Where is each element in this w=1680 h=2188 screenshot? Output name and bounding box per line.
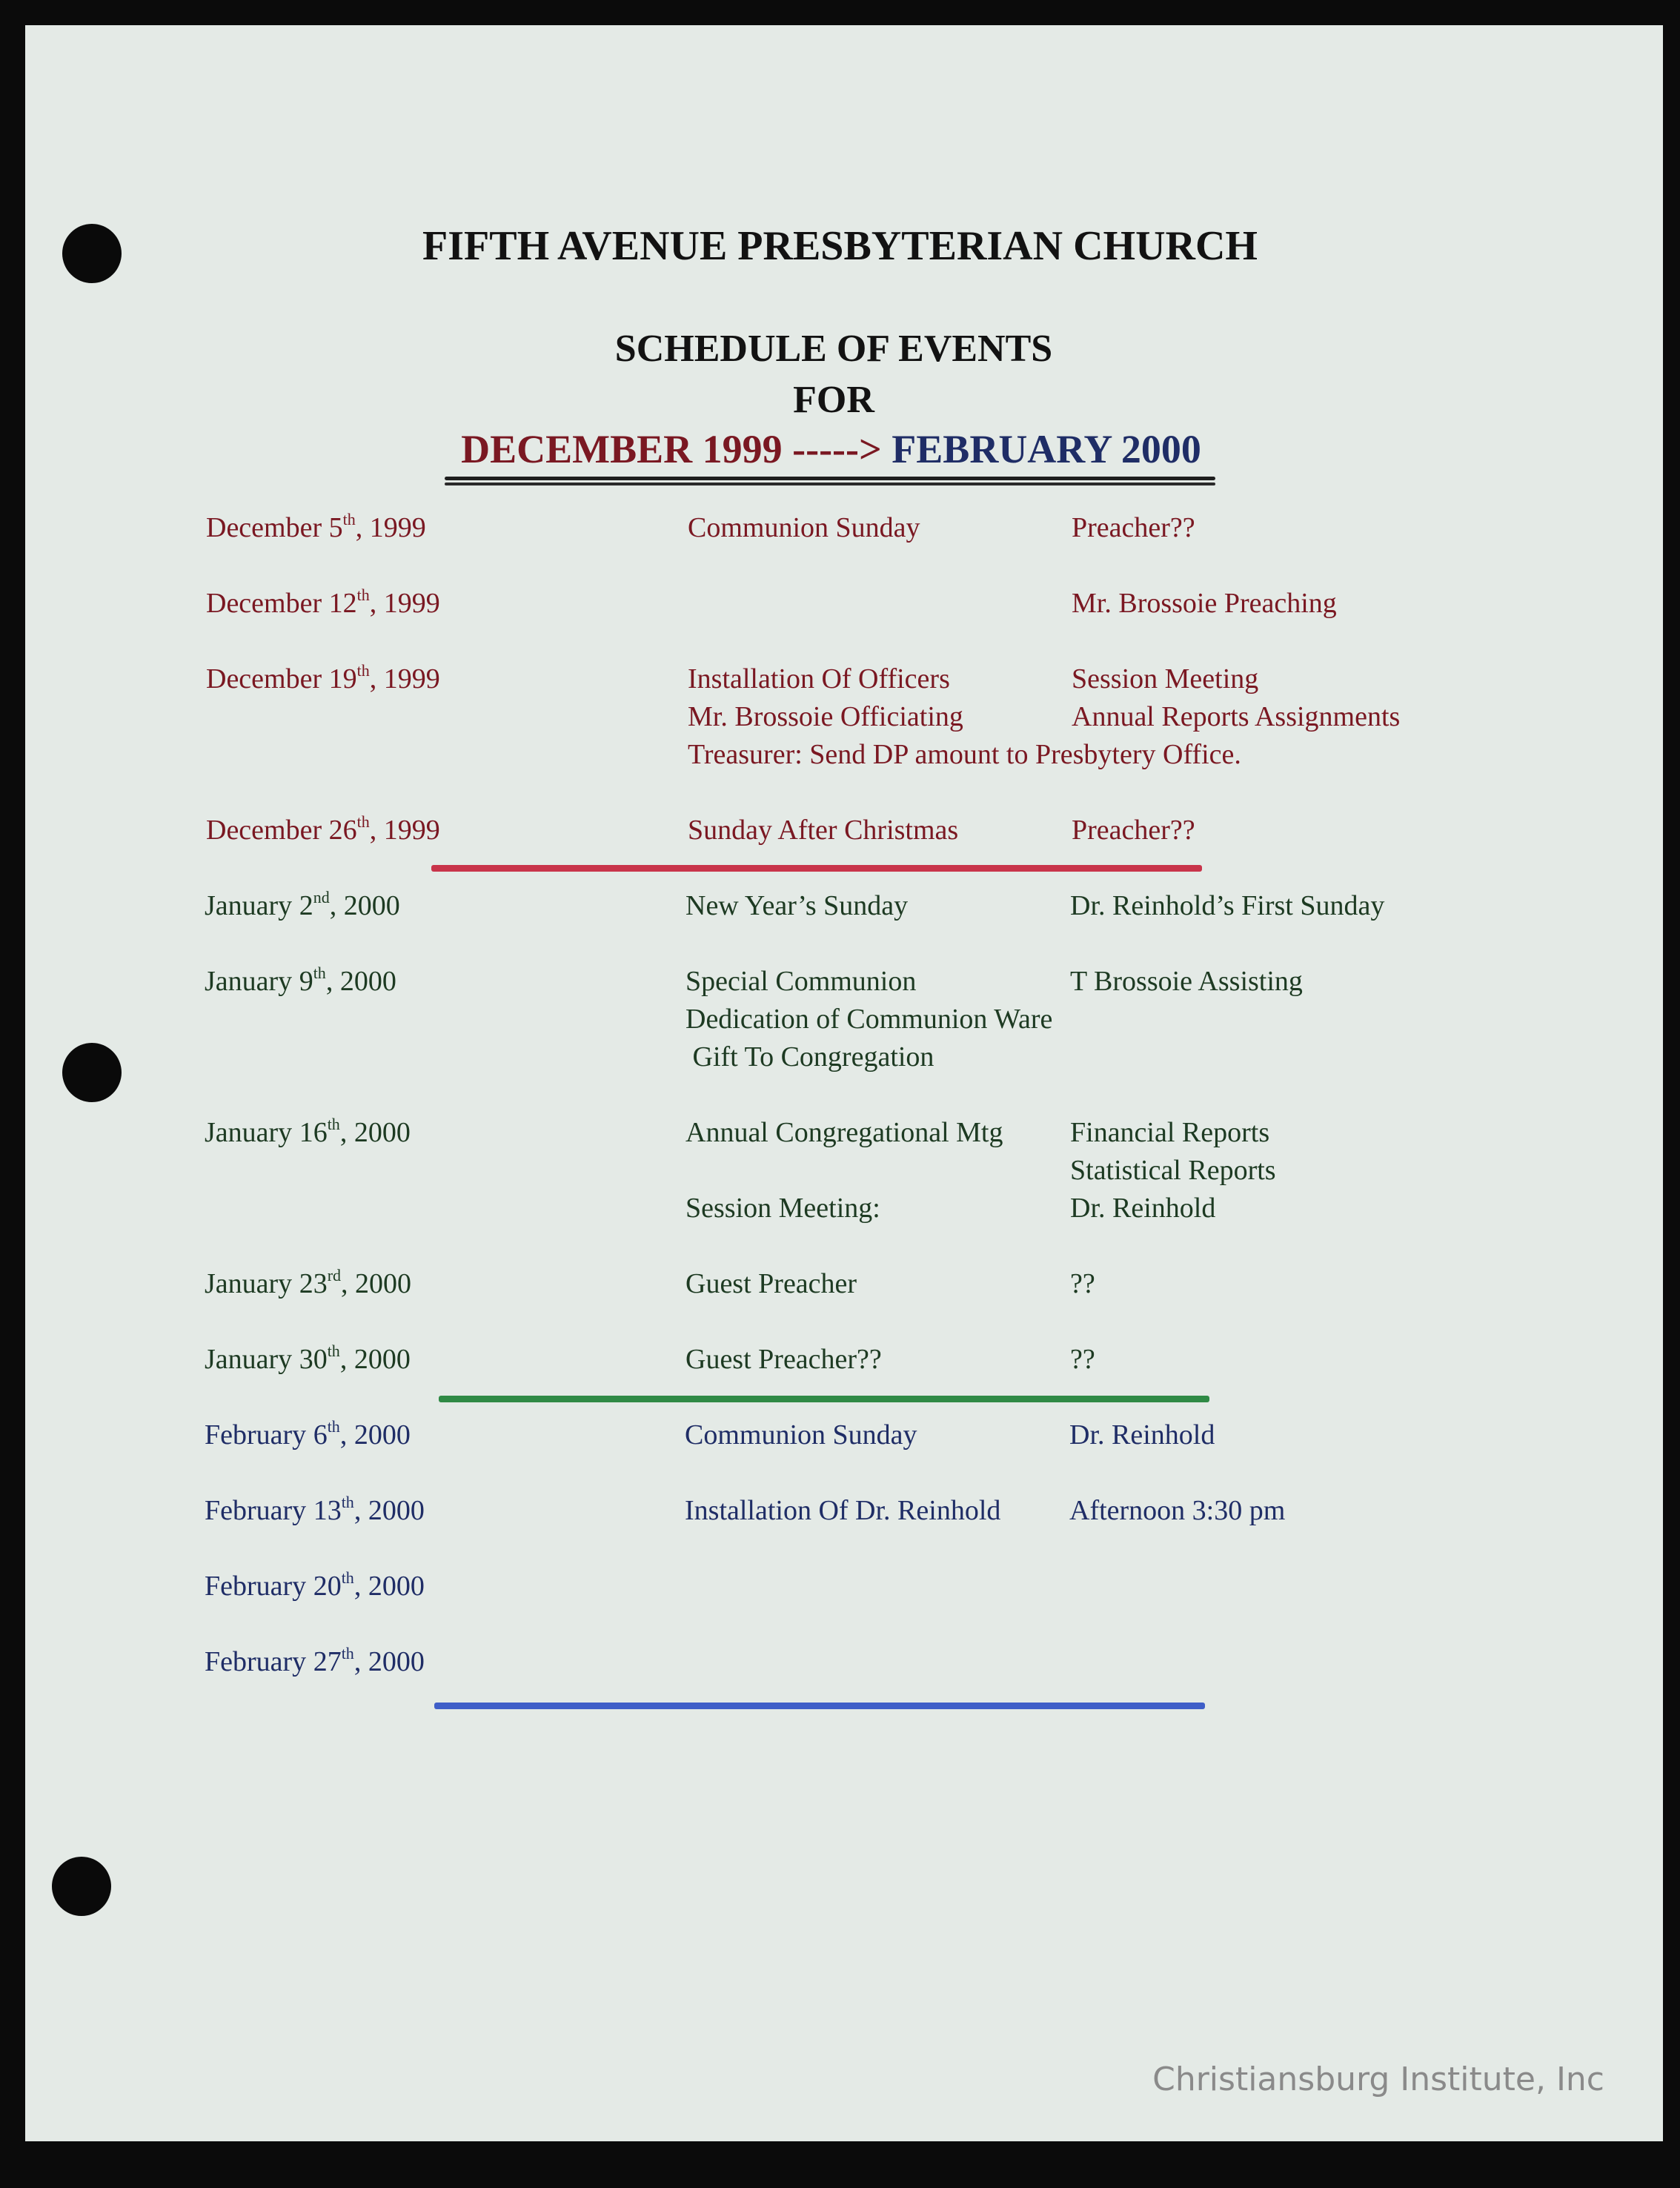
date-day: 5 bbox=[328, 512, 343, 543]
event-note: Afternoon 3:30 pm bbox=[1069, 1495, 1286, 1526]
date-month: February bbox=[205, 1646, 307, 1677]
date-day: 12 bbox=[328, 588, 357, 619]
event-note: T Brossoie Assisting bbox=[1070, 966, 1303, 997]
event-note: Statistical Reports bbox=[1070, 1155, 1276, 1186]
date-month: December bbox=[206, 588, 322, 619]
event-description: Session Meeting: bbox=[685, 1193, 880, 1224]
date-ordinal: th bbox=[341, 1568, 354, 1587]
date-month: February bbox=[205, 1419, 307, 1451]
event-description: Installation Of Dr. Reinhold bbox=[685, 1495, 1001, 1526]
date-ordinal: th bbox=[342, 510, 356, 528]
date-ordinal: th bbox=[356, 586, 370, 604]
date-day: 16 bbox=[299, 1117, 328, 1148]
date-year: , 2000 bbox=[353, 1571, 425, 1602]
december-divider bbox=[431, 865, 1202, 872]
date-year: , 1999 bbox=[369, 815, 440, 846]
event-description: New Year’s Sunday bbox=[685, 890, 909, 921]
event-description: Mr. Brossoie Officiating bbox=[688, 701, 963, 732]
event-date bbox=[205, 1419, 411, 1451]
event-date bbox=[206, 814, 440, 846]
event-date bbox=[205, 1570, 425, 1602]
date-year: , 2000 bbox=[339, 1419, 411, 1451]
date-day: 19 bbox=[328, 663, 357, 694]
event-description: Dedication of Communion Ware bbox=[685, 1004, 1053, 1035]
event-description: Treasurer: Send DP amount to Presbytery Office. bbox=[688, 739, 1241, 770]
event-description: Communion Sunday bbox=[685, 1419, 917, 1451]
event-description: Special Communion bbox=[685, 966, 917, 997]
event-description: Guest Preacher bbox=[685, 1268, 857, 1299]
event-note: Preacher?? bbox=[1072, 512, 1195, 543]
date-ordinal: th bbox=[341, 1493, 354, 1511]
event-date bbox=[205, 1645, 425, 1678]
date-year: , 2000 bbox=[339, 1344, 411, 1375]
january-divider bbox=[439, 1396, 1209, 1402]
date-year: , 1999 bbox=[369, 588, 440, 619]
date-day: 2 bbox=[299, 890, 313, 921]
watermark: Christiansburg Institute, Inc bbox=[1152, 2061, 1604, 2098]
event-description: Gift To Congregation bbox=[685, 1041, 934, 1073]
date-month: December bbox=[206, 512, 322, 543]
date-year: , 2000 bbox=[353, 1646, 425, 1677]
date-day: 23 bbox=[299, 1268, 328, 1299]
title-underline-bottom bbox=[445, 483, 1215, 485]
event-date bbox=[205, 965, 396, 998]
date-month: January bbox=[205, 1117, 293, 1148]
title-underline-top bbox=[445, 477, 1215, 480]
event-note: Preacher?? bbox=[1072, 815, 1195, 846]
date-ordinal: nd bbox=[313, 888, 330, 906]
date-range bbox=[0, 426, 1662, 472]
date-ordinal: th bbox=[356, 812, 370, 831]
punch-hole-middle bbox=[62, 1043, 122, 1102]
date-year: , 1999 bbox=[369, 663, 440, 694]
event-note: Financial Reports bbox=[1070, 1117, 1270, 1148]
date-month: January bbox=[205, 1344, 293, 1375]
event-date bbox=[205, 1494, 425, 1527]
date-day: 9 bbox=[299, 966, 313, 997]
event-date bbox=[205, 1116, 411, 1149]
event-date bbox=[205, 1343, 411, 1376]
date-year: , 2000 bbox=[329, 890, 400, 921]
event-description: Communion Sunday bbox=[688, 512, 920, 543]
date-year: , 2000 bbox=[341, 1268, 412, 1299]
date-day: 30 bbox=[299, 1344, 328, 1375]
range-start: DECEMBER 1999 bbox=[461, 427, 783, 471]
date-ordinal: th bbox=[341, 1644, 354, 1662]
date-month: December bbox=[206, 663, 322, 694]
event-date bbox=[206, 663, 440, 695]
event-date bbox=[205, 1267, 411, 1300]
date-ordinal: rd bbox=[327, 1266, 342, 1284]
date-day: 6 bbox=[313, 1419, 328, 1451]
schedule-for: FOR bbox=[793, 379, 874, 421]
event-description: Sunday After Christmas bbox=[688, 815, 959, 846]
event-note: ?? bbox=[1070, 1344, 1095, 1375]
date-year: , 2000 bbox=[325, 966, 396, 997]
event-date bbox=[206, 587, 440, 620]
event-note: Dr. Reinhold bbox=[1070, 1193, 1216, 1224]
date-month: February bbox=[205, 1495, 307, 1526]
date-day: 20 bbox=[313, 1571, 342, 1602]
february-divider bbox=[434, 1703, 1205, 1709]
date-ordinal: th bbox=[356, 661, 370, 680]
event-note: ?? bbox=[1070, 1268, 1095, 1299]
date-month: January bbox=[205, 890, 293, 921]
schedule-title: SCHEDULE OF EVENTS bbox=[614, 328, 1053, 370]
event-description: Guest Preacher?? bbox=[685, 1344, 882, 1375]
event-note: Dr. Reinhold bbox=[1069, 1419, 1215, 1451]
event-description: Annual Congregational Mtg bbox=[685, 1117, 1003, 1148]
range-arrow: -----> bbox=[792, 427, 882, 471]
event-note: Session Meeting bbox=[1072, 663, 1259, 694]
event-date bbox=[206, 511, 426, 544]
church-name: FIFTH AVENUE PRESBYTERIAN CHURCH bbox=[422, 223, 1258, 269]
date-year: , 2000 bbox=[353, 1495, 425, 1526]
event-date bbox=[205, 889, 400, 922]
date-ordinal: th bbox=[327, 1417, 340, 1436]
date-ordinal: th bbox=[313, 964, 326, 982]
date-month: January bbox=[205, 1268, 293, 1299]
date-month: February bbox=[205, 1571, 307, 1602]
date-year: , 1999 bbox=[355, 512, 426, 543]
event-description: Installation Of Officers bbox=[688, 663, 950, 694]
event-note: Mr. Brossoie Preaching bbox=[1072, 588, 1337, 619]
date-day: 13 bbox=[313, 1495, 342, 1526]
date-ordinal: th bbox=[327, 1115, 340, 1133]
event-note: Dr. Reinhold’s First Sunday bbox=[1070, 890, 1385, 921]
range-end: FEBRUARY 2000 bbox=[892, 427, 1201, 471]
event-note: Annual Reports Assignments bbox=[1072, 701, 1401, 732]
date-year: , 2000 bbox=[339, 1117, 411, 1148]
punch-hole-bottom bbox=[52, 1857, 111, 1916]
date-month: December bbox=[206, 815, 322, 846]
date-day: 27 bbox=[313, 1646, 342, 1677]
date-ordinal: th bbox=[327, 1342, 340, 1360]
date-day: 26 bbox=[328, 815, 357, 846]
date-month: January bbox=[205, 966, 293, 997]
